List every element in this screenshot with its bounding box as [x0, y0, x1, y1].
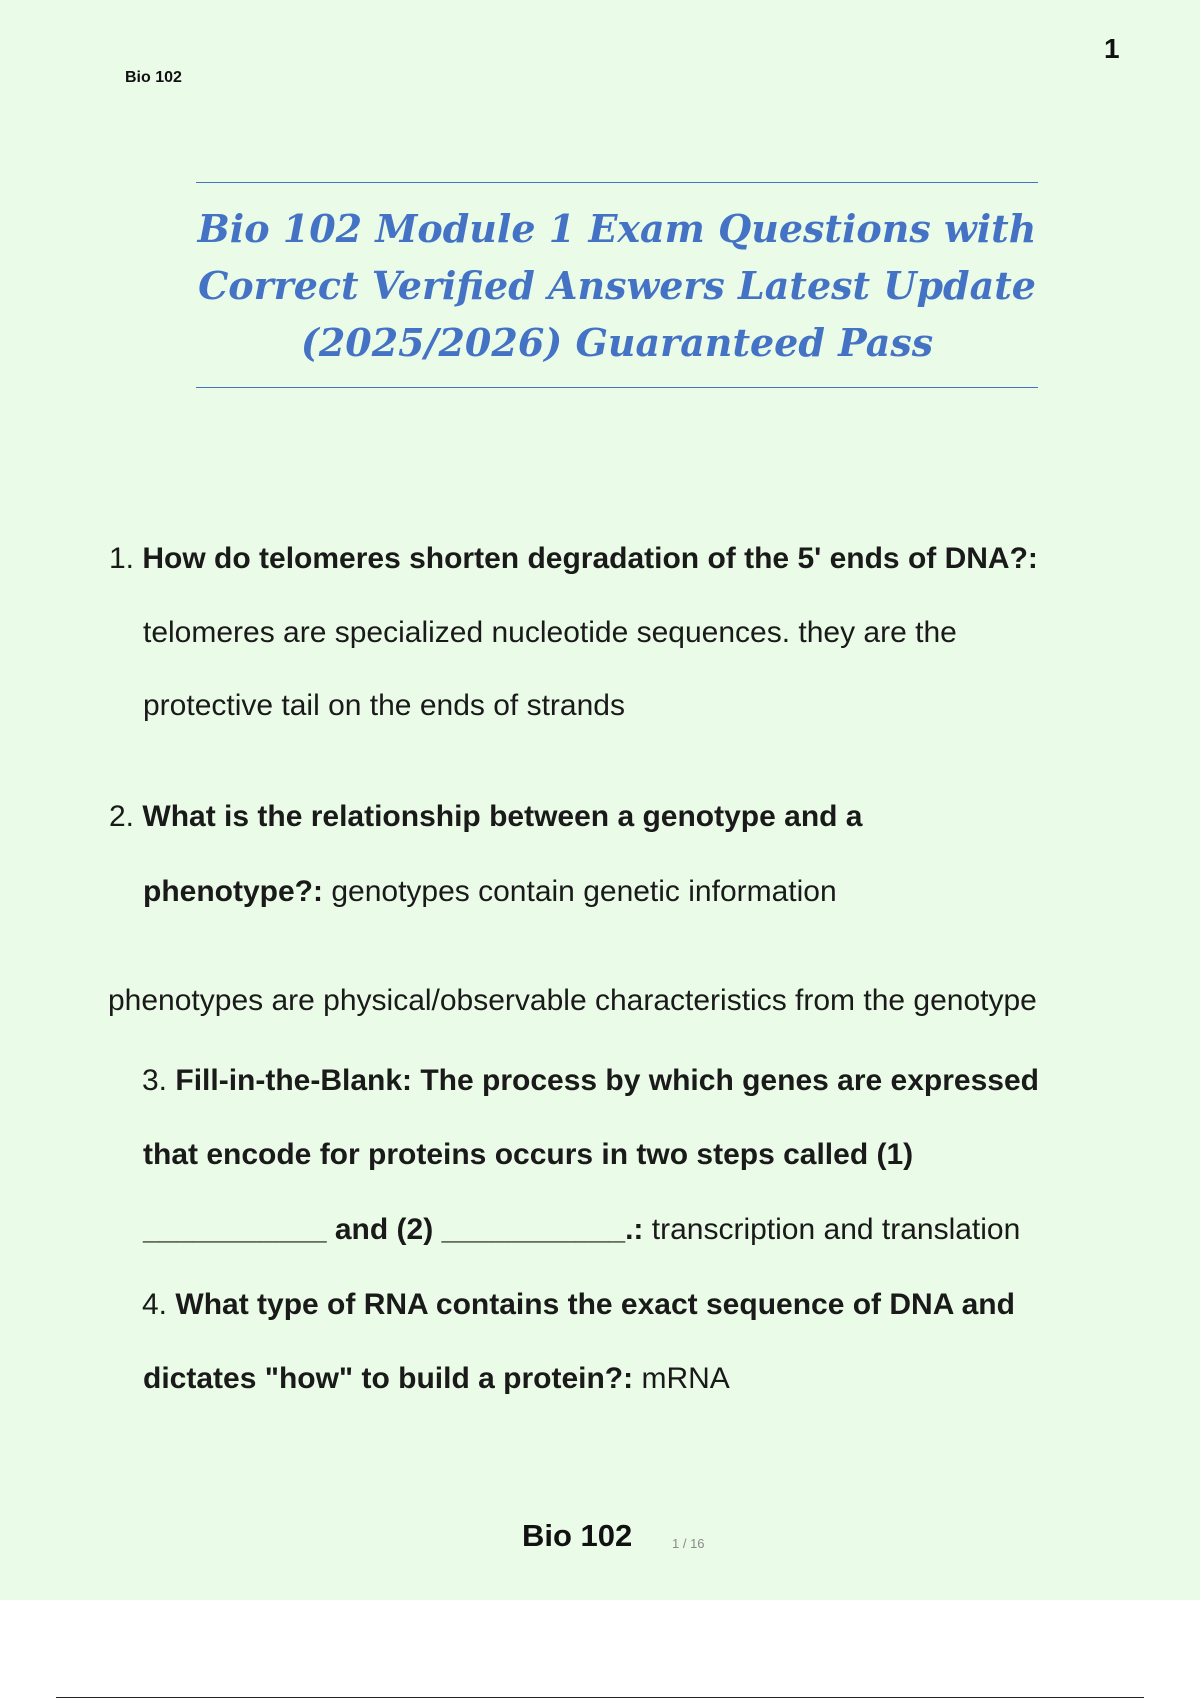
answer-text: genotypes contain genetic information — [331, 875, 837, 908]
question-number: 1. — [109, 542, 135, 575]
question-3-line-3 — [143, 1213, 1020, 1247]
question-text: phenotype?: — [143, 875, 323, 908]
title-bottom-rule — [196, 387, 1038, 388]
question-4 — [142, 1288, 1015, 1322]
answer-2-line-2: phenotypes are physical/observable characteristics from the genotype — [108, 984, 1037, 1017]
answer-text: mRNA — [641, 1362, 730, 1395]
answer-1-line-2: protective tail on the ends of strands — [143, 689, 625, 722]
question-1 — [109, 542, 1038, 576]
question-text: What type of RNA contains the exact sequence of DNA and — [175, 1288, 1015, 1321]
page-counter: 1 / 16 — [672, 1536, 705, 1551]
next-page-rule — [56, 1697, 1144, 1698]
question-text: Fill-in-the-Blank: The process by which genes are expressed — [175, 1064, 1039, 1097]
footer-course-label: Bio 102 — [522, 1518, 633, 1553]
blank-1: ___________ — [143, 1213, 327, 1246]
question-text: How do telomeres shorten degradation of the 5' ends of DNA?: — [142, 542, 1038, 575]
blank-2: ___________.: — [441, 1213, 644, 1246]
page-number: 1 — [1104, 33, 1120, 64]
question-number: 2. — [109, 800, 135, 833]
answer-1-line-1: telomeres are specialized nucleotide sequences. they are the — [143, 616, 957, 649]
question-text: dictates "how" to build a protein?: — [143, 1362, 634, 1395]
title-top-rule — [196, 182, 1038, 183]
question-3-line-2: that encode for proteins occurs in two steps called (1) — [143, 1138, 914, 1171]
question-text: What is the relationship between a genotype and a — [142, 800, 863, 833]
question-4-line-2 — [143, 1362, 730, 1396]
question-3 — [142, 1064, 1039, 1098]
header-course-label: Bio 102 — [125, 69, 182, 86]
title-line: Bio 102 Module 1 Exam Questions with — [197, 206, 1037, 251]
question-number: 4. — [142, 1288, 168, 1321]
answer-text: transcription and translation — [651, 1213, 1021, 1246]
title-line: Correct Verified Answers Latest Update — [198, 263, 1036, 308]
question-text: and (2) — [334, 1213, 434, 1246]
title-line: (2025/2026) Guaranteed Pass — [300, 320, 934, 365]
question-2 — [109, 800, 863, 834]
question-2-line-2 — [143, 875, 837, 909]
document-title — [196, 200, 1038, 371]
question-number: 3. — [142, 1064, 168, 1097]
